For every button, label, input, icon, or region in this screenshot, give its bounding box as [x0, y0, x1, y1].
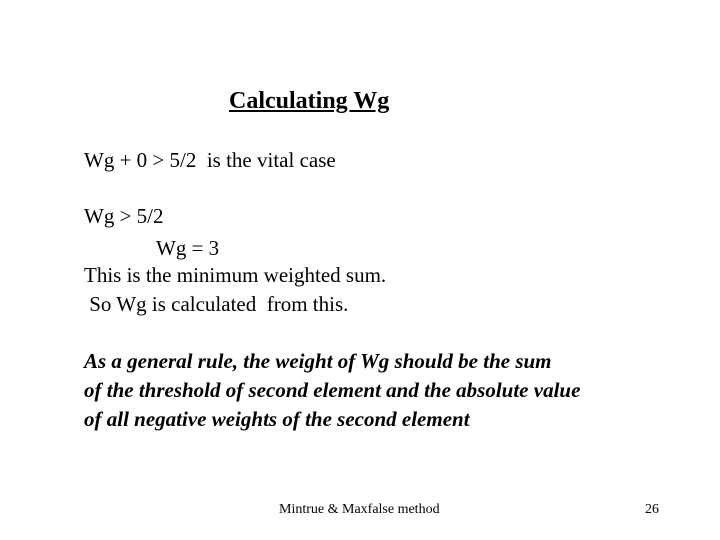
result-text: Wg = 3 [156, 236, 220, 260]
rule-line-3: of all negative weights of the second element [84, 407, 470, 431]
vital-case-text: Wg + 0 > 5/2 is the vital case [84, 148, 336, 172]
inequality-text: Wg > 5/2 [84, 204, 164, 228]
slide-title: Calculating Wg [229, 88, 390, 114]
rule-line-1: As a general rule, the weight of Wg should be the sum [84, 349, 552, 373]
explanation-line-1: This is the minimum weighted sum. [84, 263, 387, 287]
footer-text: Mintrue & Maxfalse method [279, 502, 440, 517]
page-number: 26 [645, 502, 659, 517]
explanation-line-2: So Wg is calculated from this. [84, 292, 349, 316]
rule-line-2: of the threshold of second element and the absolute value [84, 378, 581, 402]
